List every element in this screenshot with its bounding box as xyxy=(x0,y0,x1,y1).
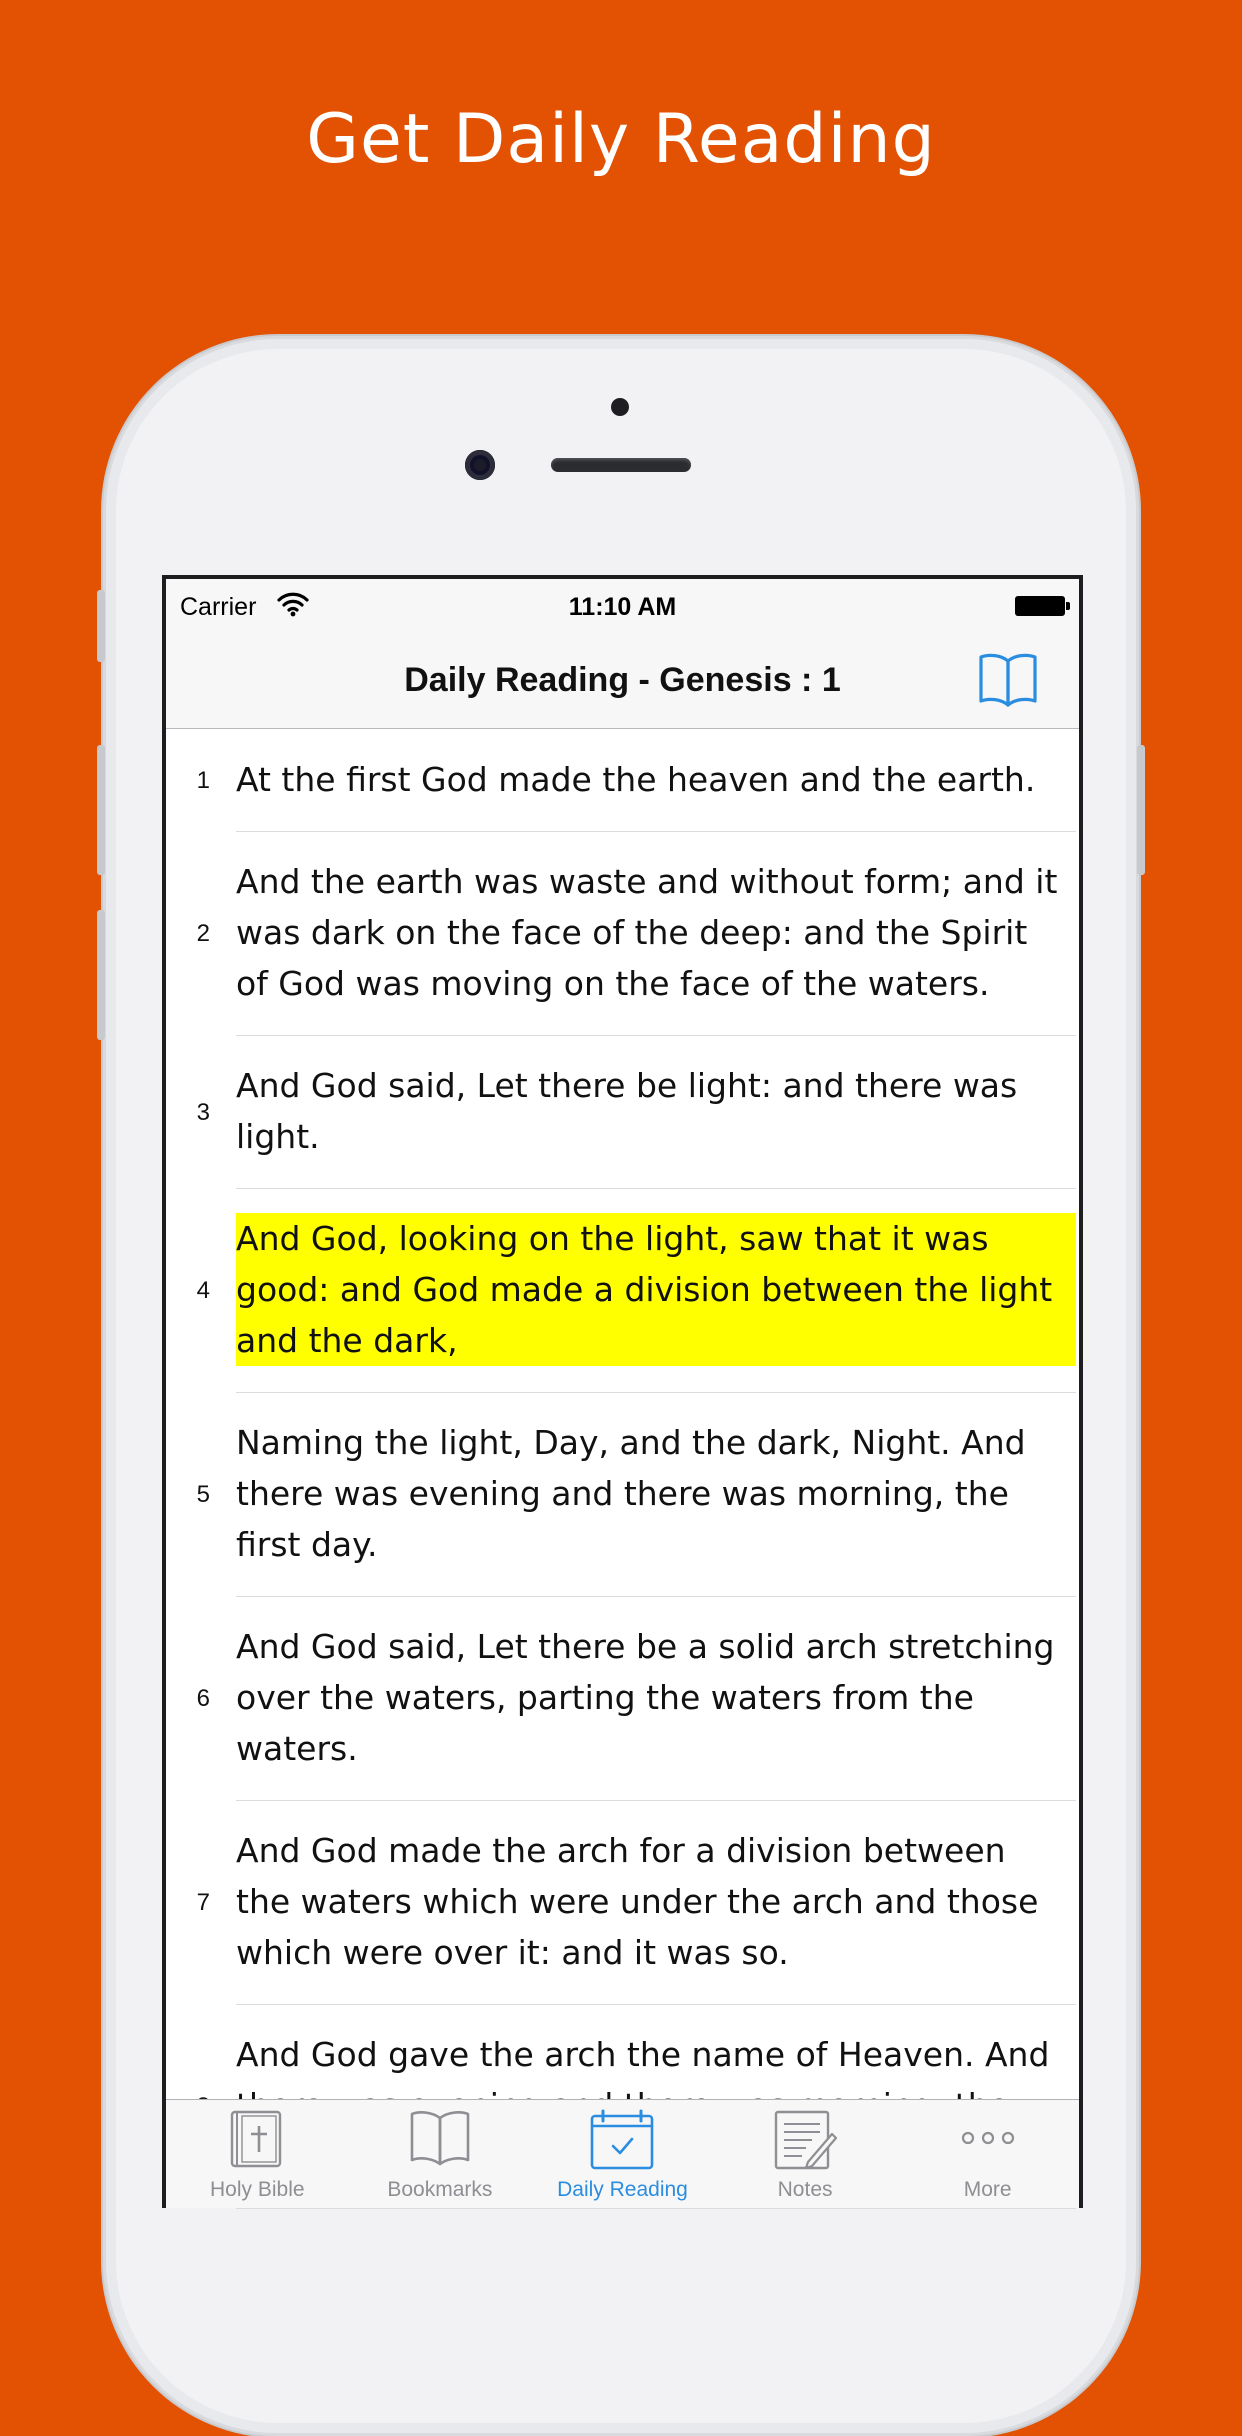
promo-headline: Get Daily Reading xyxy=(306,100,936,179)
volume-down-button xyxy=(97,910,105,1040)
volume-up-button xyxy=(97,745,105,875)
power-button xyxy=(1137,745,1145,875)
tab-label: Notes xyxy=(777,2178,833,2201)
calendar-check-icon xyxy=(589,2108,655,2172)
verse-text: And God made the arch for a division between the waters which were under the arch and those which were over it: and it was so. xyxy=(236,1831,1039,1972)
verse-text: And God said, Let there be a solid arch stretching over the waters, parting the waters from the waters. xyxy=(236,1627,1055,1768)
status-bar xyxy=(166,579,1079,631)
verse-number: 2 xyxy=(196,920,210,947)
verse-row[interactable] xyxy=(166,1597,1079,1801)
earpiece-speaker xyxy=(551,458,691,472)
tab-daily-reading[interactable] xyxy=(531,2100,714,2208)
tab-bookmarks[interactable] xyxy=(349,2100,532,2208)
battery-icon xyxy=(1015,596,1065,616)
mute-switch xyxy=(97,590,105,662)
tab-label: Holy Bible xyxy=(210,2178,305,2201)
verse-text: Naming the light, Day, and the dark, Night. And there was evening and there was morning, the first day. xyxy=(236,1423,1026,1564)
more-dots-icon xyxy=(958,2108,1018,2168)
tab-label: Daily Reading xyxy=(557,2178,688,2201)
verse-list[interactable] xyxy=(166,730,1079,2078)
verse-number: 6 xyxy=(196,1685,210,1712)
app-screen xyxy=(162,575,1083,2208)
front-camera xyxy=(465,450,495,480)
verse-text: And God said, Let there be light: and there was light. xyxy=(236,1066,1018,1156)
open-book-icon[interactable] xyxy=(977,649,1039,707)
tab-holy-bible[interactable] xyxy=(166,2100,349,2208)
tab-more[interactable] xyxy=(896,2100,1079,2208)
status-time: 11:10 AM xyxy=(568,593,677,621)
tab-label: Bookmarks xyxy=(387,2178,493,2201)
verse-row[interactable] xyxy=(166,1801,1079,2005)
verse-text: At the first God made the heaven and the earth. xyxy=(236,760,1036,799)
verse-text: And the earth was waste and without form; and it was dark on the face of the deep: and the Spirit of God was moving on the face of the waters. xyxy=(236,862,1058,1003)
bookmark-book-icon xyxy=(408,2108,472,2166)
verse-row[interactable] xyxy=(166,1393,1079,1597)
verse-row-highlighted[interactable] xyxy=(166,1189,1079,1393)
verse-row[interactable] xyxy=(166,832,1079,1036)
tab-notes[interactable] xyxy=(714,2100,897,2208)
verse-row[interactable] xyxy=(166,1036,1079,1189)
verse-number: 3 xyxy=(196,1098,210,1126)
verse-text: And God gave the arch the name of Heaven. And xyxy=(236,2035,1050,2074)
tab-bar xyxy=(166,2099,1079,2208)
verse-number: 4 xyxy=(196,1277,210,1304)
verse-number: 7 xyxy=(196,1889,210,1916)
tab-label: More xyxy=(963,2178,1012,2201)
page-title: Daily Reading - Genesis : 1 xyxy=(404,661,841,699)
navigation-bar xyxy=(166,631,1079,729)
proximity-sensor xyxy=(611,398,629,416)
verse-row[interactable] xyxy=(166,730,1079,832)
verse-number: 5 xyxy=(196,1481,210,1508)
bible-icon xyxy=(229,2108,285,2168)
verse-text-highlighted: And God, looking on the light, saw that it was good: and God made a division between the light and the dark, xyxy=(236,1213,1076,1366)
carrier-label: Carrier xyxy=(180,593,257,621)
verse-number: 1 xyxy=(196,767,210,794)
notes-icon xyxy=(772,2108,838,2172)
